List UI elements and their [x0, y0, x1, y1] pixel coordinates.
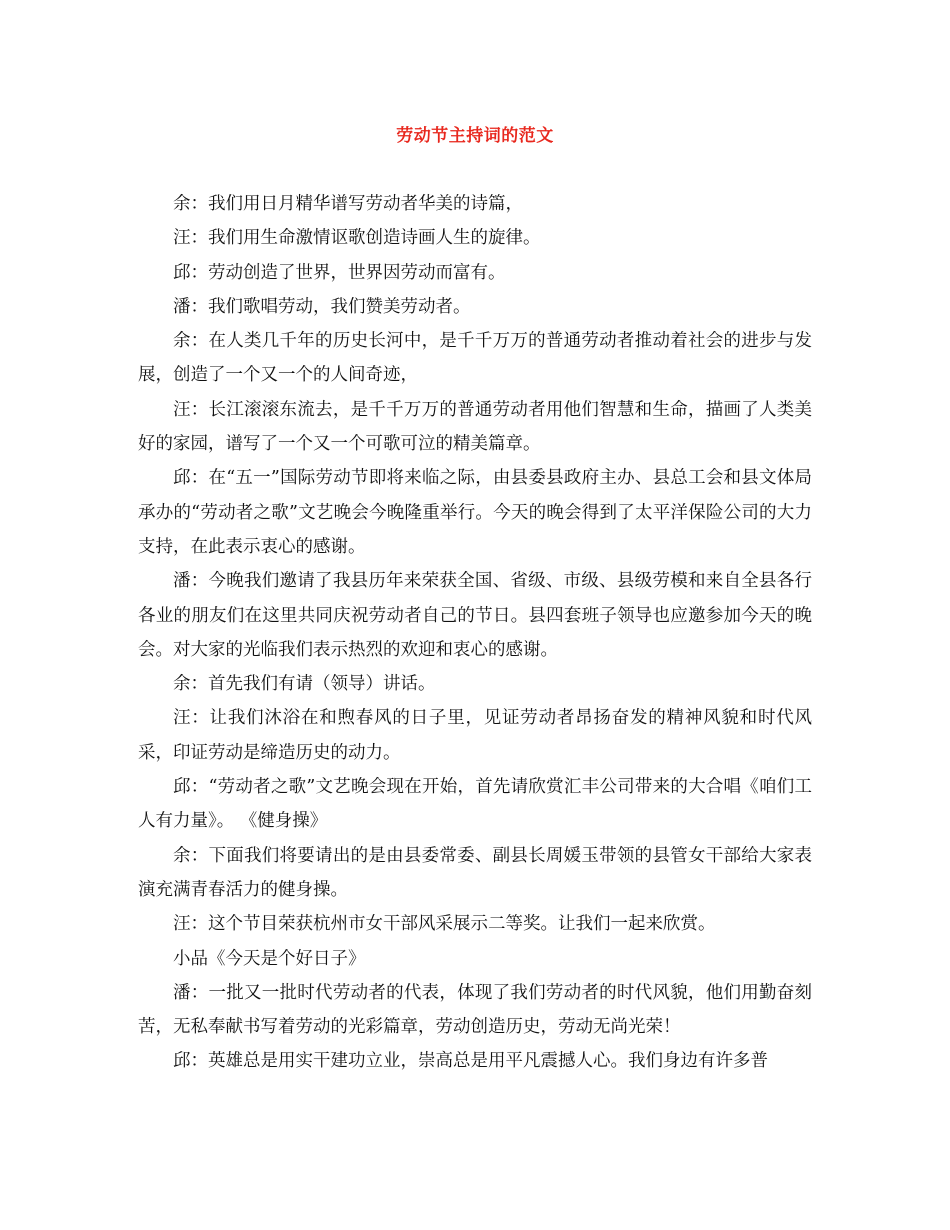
paragraph: 汪：长江滚滚东流去，是千千万万的普通劳动者用他们智慧和生命，描画了人类美好的家园，谱写了一个又一个可歌可泣的精美篇章。	[138, 399, 812, 455]
paragraph: 潘：一批又一批时代劳动者的代表，体现了我们劳动者的时代风貌，他们用勤奋刻苦，无私奉献书写着劳动的光彩篇章，劳动创造历史，劳动无尚光荣！	[138, 982, 812, 1038]
paragraph: 汪：这个节目荣获杭州市女干部风采展示二等奖。让我们一起来欣赏。	[173, 914, 716, 935]
paragraph: 汪：我们用生命激情讴歌创造诗画人生的旋律。	[173, 228, 541, 249]
paragraph: 余：在人类几千年的历史长河中，是千千万万的普通劳动者推动着社会的进步与发展，创造了一个又一个的人间奇迹，	[138, 331, 812, 386]
paragraph: 邱：“劳动者之歌”文艺晚会现在开始，首先请欣赏汇丰公司带来的大合唱《咱们工人有力量》。 《健身操》	[138, 777, 812, 832]
paragraph: 潘：我们歌唱劳动，我们赞美劳动者。	[173, 296, 471, 317]
paragraph: 余：下面我们将要请出的是由县委常委、副县长周媛玉带领的县管女干部给大家表演充满青春活力的健身操。	[138, 845, 812, 900]
paragraph: 小品《今天是个好日子》	[173, 948, 366, 969]
paragraph: 潘：今晚我们邀请了我县历年来荣获全国、省级、市级、县级劳模和来自全县各行各业的朋友们在这里共同庆祝劳动者自己的节日。县四套班子领导也应邀参加今天的晚会。对大家的光临我们表示热烈的欢迎和衷心的感谢。	[138, 571, 812, 660]
document-body	[138, 187, 812, 1079]
paragraph: 余：我们用日月精华谱写劳动者华美的诗篇，	[173, 194, 523, 214]
paragraph: 邱：英雄总是用实干建功立业，崇高总是用平凡震撼人心。我们身边有许多普	[173, 1051, 768, 1072]
paragraph: 汪：让我们沐浴在和煦春风的日子里，见证劳动者昂扬奋发的精神风貌和时代风采，印证劳动是缔造历史的动力。	[138, 708, 812, 763]
paragraph: 邱：在“五一”国际劳动节即将来临之际，由县委县政府主办、县总工会和县文体局承办的“劳动者之歌”文艺晚会今晚隆重举行。今天的晚会得到了太平洋保险公司的大力支持，在此表示衷心的感谢。	[138, 468, 812, 557]
paragraph: 邱：劳动创造了世界，世界因劳动而富有。	[173, 262, 506, 283]
paragraph: 余：首先我们有请（领导）讲话。	[173, 674, 436, 695]
document-title: 劳动节主持词的范文	[396, 126, 554, 146]
